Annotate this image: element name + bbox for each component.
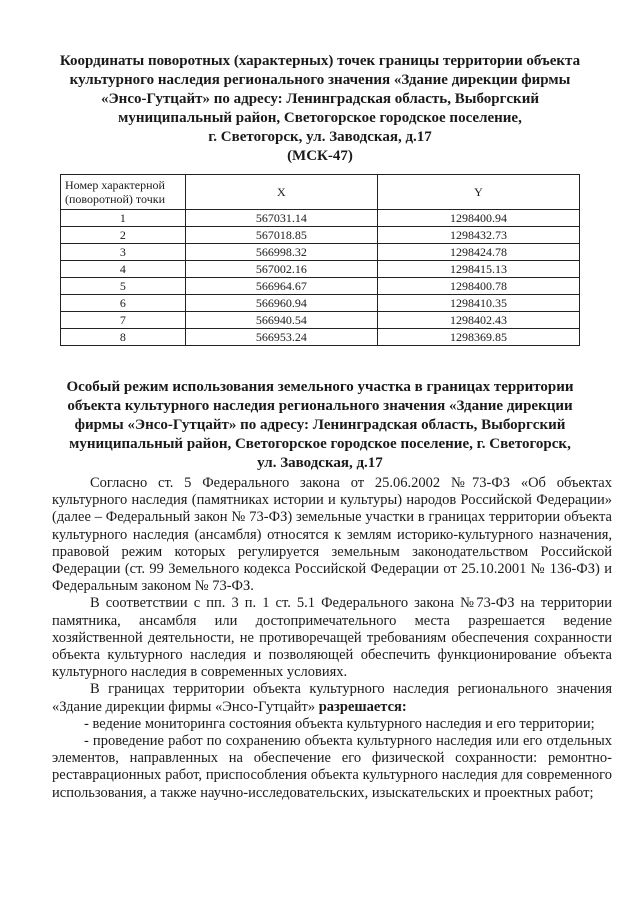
cell-x: 567031.14 xyxy=(185,210,377,227)
land-use-regime-heading xyxy=(40,378,600,473)
header-point-number xyxy=(61,175,186,210)
cell-y: 1298415.13 xyxy=(378,261,580,278)
cell-x: 567002.16 xyxy=(185,261,377,278)
cell-point-number: 3 xyxy=(61,244,186,261)
table-row xyxy=(61,227,580,244)
cell-x: 566953.24 xyxy=(185,329,377,346)
heading-line: муниципальный район, Светогорское городское поселение, xyxy=(118,110,522,126)
cell-point-number: 1 xyxy=(61,210,186,227)
table-row xyxy=(61,295,580,312)
cell-point-number: 6 xyxy=(61,295,186,312)
heading-line: «Энсо-Гутцайт» по адресу: Ленинградская область, Выборгский xyxy=(101,91,539,107)
heading-line: Координаты поворотных (характерных) точек границы территории объекта xyxy=(59,53,581,69)
paragraph-article-5: Согласно ст. 5 Федерального закона от 25.06.2002 №73-ФЗ «Об объектах культурного наследия (памятниках истории и культуры) народов Российской Федерации» (далее – Федеральный закон № 73-ФЗ) земельные участки в границах территории объекта культурного наследия (ансамбля) относятся к землям историко-культурного назначения, правовой режим которых регулируется земельным законодательством Российской Федерации (ст. 99 Земельного кодекса Российской Федерации от 25.10.2001 № 136-ФЗ) и Федеральным законом № 73-ФЗ. xyxy=(52,475,612,595)
table-row xyxy=(61,244,580,261)
coordinates-heading xyxy=(40,52,600,166)
cell-y: 1298432.73 xyxy=(378,227,580,244)
table-row xyxy=(61,278,580,295)
header-number-line2: (поворотной) точки xyxy=(65,192,165,206)
heading-line: (МСК-47) xyxy=(287,148,353,164)
header-number-line1: Номер характерной xyxy=(65,178,165,192)
cell-y: 1298402.43 xyxy=(378,312,580,329)
cell-point-number: 4 xyxy=(61,261,186,278)
permitted-label: разрешается: xyxy=(318,698,407,715)
heading-line: муниципальный район, Светогорское городское поселение, г. Светогорск, xyxy=(69,436,571,452)
cell-point-number: 5 xyxy=(61,278,186,295)
cell-x: 566998.32 xyxy=(185,244,377,261)
cell-point-number: 2 xyxy=(61,227,186,244)
cell-y: 1298424.78 xyxy=(378,244,580,261)
cell-y: 1298400.78 xyxy=(378,278,580,295)
cell-x: 566960.94 xyxy=(185,295,377,312)
cell-x: 566940.54 xyxy=(185,312,377,329)
cell-y: 1298400.94 xyxy=(378,210,580,227)
paragraph-permitted xyxy=(52,681,612,715)
table-row xyxy=(61,210,580,227)
permitted-intro: В границах территории объекта культурного наследия регионального значения «Здание дирекции фирмы «Энсо-Гутцайт» xyxy=(52,681,612,715)
table-header-row xyxy=(61,175,580,210)
cell-x: 566964.67 xyxy=(185,278,377,295)
body-text xyxy=(52,475,612,802)
table-row xyxy=(61,312,580,329)
table-row xyxy=(61,261,580,278)
header-y: Y xyxy=(378,175,580,210)
cell-y: 1298410.35 xyxy=(378,295,580,312)
paragraph-article-5-1: В соответствии с пп. 3 п. 1 ст. 5.1 Федерального закона №73-ФЗ на территории памятника, ансамбля или достопримечательного места разрешается ведение хозяйственной деятельности, не противоречащей требованиям обеспечения сохранности объекта культурного наследия и позволяющей обеспечить функционирование объекта культурного наследия в современных условиях. xyxy=(52,595,612,681)
heading-line: фирмы «Энсо-Гутцайт» по адресу: Ленинградская область, Выборгский xyxy=(74,417,566,433)
heading-line: г. Светогорск, ул. Заводская, д.17 xyxy=(208,129,432,145)
heading-line: культурного наследия регионального значения «Здание дирекции фирмы xyxy=(69,72,571,88)
list-item-preservation-works: - проведение работ по сохранению объекта культурного наследия или его отдельных элементов, направленных на обеспечение его физической сохранности: ремонтно-реставрационных работ, приспособления объекта культурного наследия для современного использования, а также научно-исследовательских, изыскательских и проектных работ; xyxy=(52,733,612,801)
cell-point-number: 7 xyxy=(61,312,186,329)
heading-line: Особый режим использования земельного участка в границах территории xyxy=(66,379,574,395)
table-row xyxy=(61,329,580,346)
header-x: X xyxy=(185,175,377,210)
cell-y: 1298369.85 xyxy=(378,329,580,346)
heading-line: ул. Заводская, д.17 xyxy=(257,455,383,471)
cell-x: 567018.85 xyxy=(185,227,377,244)
coordinates-table xyxy=(60,174,580,346)
list-item-monitoring: - ведение мониторинга состояния объекта культурного наследия и его территории; xyxy=(84,715,595,732)
cell-point-number: 8 xyxy=(61,329,186,346)
heading-line: объекта культурного наследия регионального значения «Здание дирекции xyxy=(67,398,573,414)
